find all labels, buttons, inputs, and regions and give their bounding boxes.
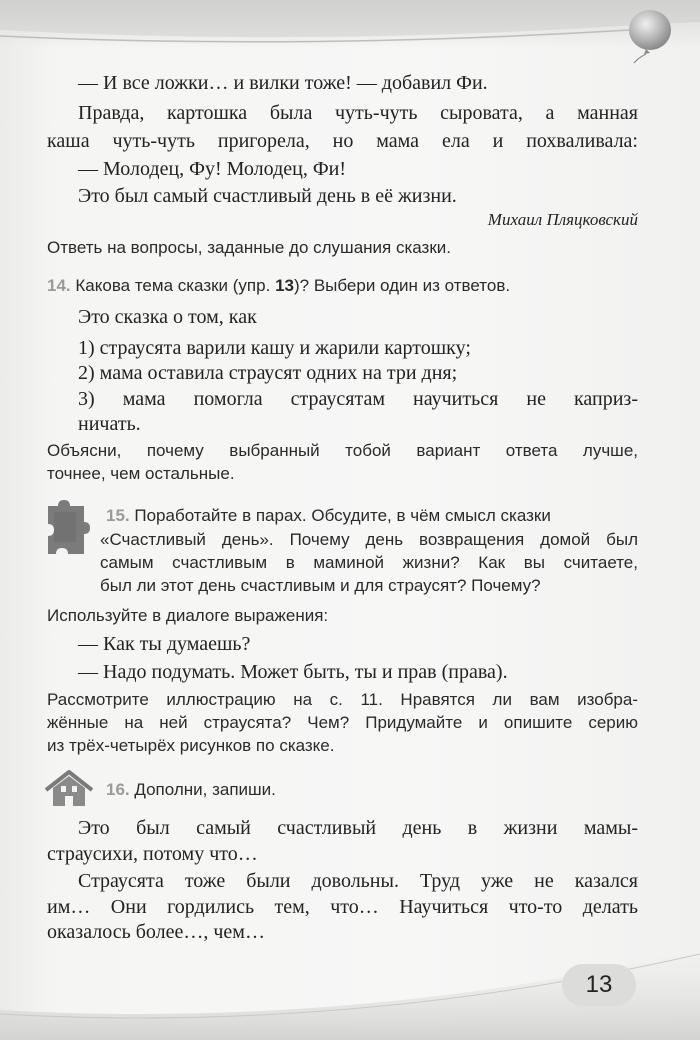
exercise-15-text: самым счастливым в маминой жизни? Как вы считаете, — [100, 553, 638, 572]
exercise-14-explain: точнее, чем остальные. — [47, 464, 235, 483]
page-number: 13 — [562, 964, 636, 1006]
dialogue-phrase: — Надо подумать. Может быть, ты и прав (права). — [78, 661, 508, 683]
exercise-number: 16. — [106, 780, 130, 799]
story-line: Правда, картошка была чуть-чуть сыровата, а манная — [78, 102, 638, 124]
story-line: Это был самый счастливый день в её жизни. — [78, 185, 457, 207]
illustration-task: жённые на ней страусята? Чем? Придумайте и опишите серию — [47, 713, 638, 732]
page-curl-top — [0, 0, 700, 48]
house-icon — [44, 770, 94, 808]
answer-option-1: 1) страусята варили кашу и жарили картошку; — [78, 337, 471, 359]
exercise-16-text: Это был самый счастливый день в жизни мамы- — [78, 817, 638, 839]
exercise-16-text: страусихи, потому что… — [47, 843, 258, 865]
exercise-number: 15. — [106, 506, 130, 525]
answer-option-2: 2) мама оставила страусят одних на три дня; — [78, 362, 458, 384]
dialogue-phrase: — Как ты думаешь? — [78, 633, 251, 655]
exercise-14-question: 14. Какова тема сказки (упр. 13)? Выбери один из ответов. — [47, 276, 511, 295]
story-author: Михаил Пляцковский — [487, 210, 638, 229]
answer-option-3-continuation: ничать. — [78, 413, 141, 435]
exercise-14-lead: Это сказка о том, как — [78, 306, 257, 328]
exercise-16-text: Страусята тоже были довольны. Труд уже не казался — [78, 870, 638, 892]
exercise-15-text: 15. Поработайте в парах. Обсудите, в чём смысл сказки — [106, 506, 551, 525]
balloon-icon — [620, 6, 674, 64]
exercise-14-explain: Объясни, почему выбранный тобой вариант ответа лучше, — [47, 441, 638, 460]
story-line: — Молодец, Фу! Молодец, Фи! — [78, 158, 346, 180]
exercise-15-text: был ли этот день счастливым и для страусят? Почему? — [100, 576, 541, 595]
exercise-16-text: оказалось более…, чем… — [47, 921, 265, 943]
story-line: каша чуть-чуть пригорела, но мама ела и похваливала: — [47, 130, 638, 152]
puzzle-icon — [44, 500, 92, 560]
instruction-answer: Ответь на вопросы, заданные до слушания сказки. — [47, 238, 451, 257]
story-line: — И все ложки… и вилки тоже! — добавил Фи. — [78, 72, 488, 94]
exercise-16-title: 16. Дополни, запиши. — [106, 780, 276, 799]
exercise-number: 14. — [47, 276, 71, 295]
exercise-16-text: им… Они гордились тем, что… Научиться что-то делать — [47, 896, 638, 918]
use-phrases-instruction: Используйте в диалоге выражения: — [47, 606, 329, 625]
illustration-task: Рассмотрите иллюстрацию на с. 11. Нравятся ли вам изобра- — [47, 690, 638, 709]
illustration-task: из трёх-четырёх рисунков по сказке. — [47, 736, 335, 755]
answer-option-3: 3) мама помогла страусятам научиться не каприз- — [78, 388, 638, 410]
exercise-15-text: «Счастливый день». Почему день возвращения домой был — [100, 530, 638, 549]
